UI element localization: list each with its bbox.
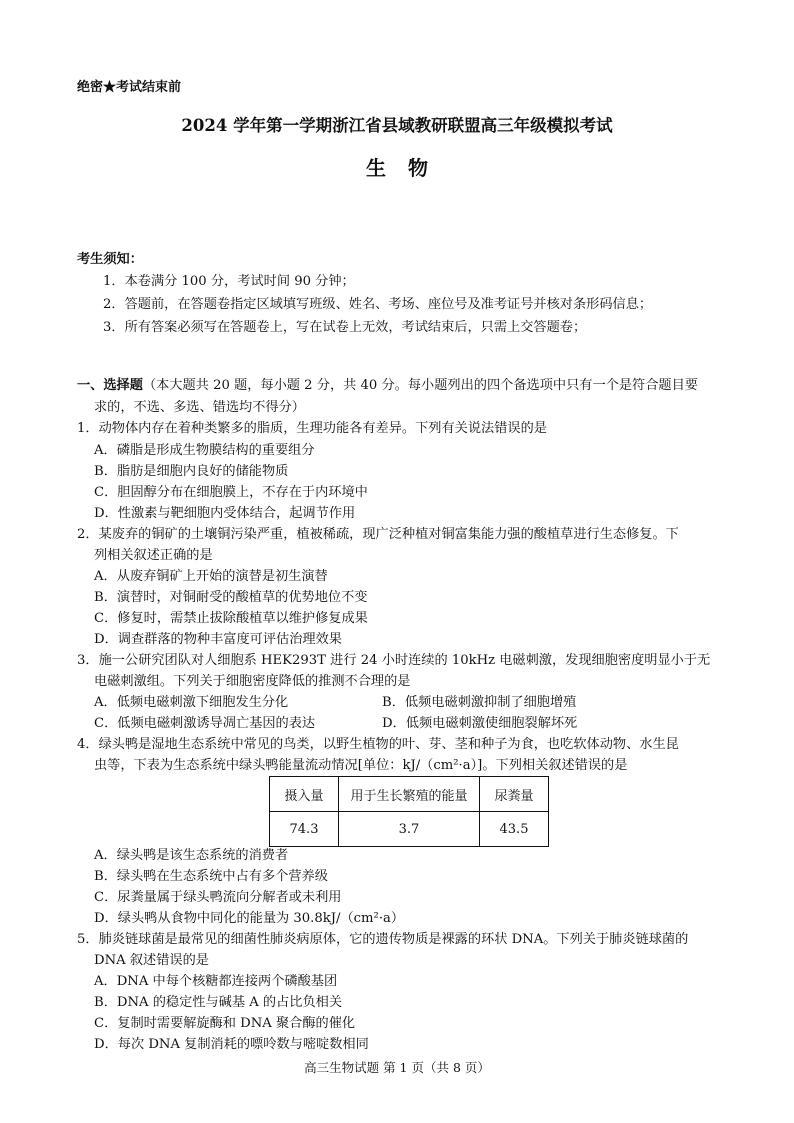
subject-title: 生物 (366, 156, 450, 180)
question-3-option-b: B．低频电磁刺激抑制了细胞增殖 (382, 695, 577, 710)
question-5-option-b: B．DNA 的稳定性与碱基 A 的占比负相关 (94, 995, 343, 1010)
question-2-option-a: A．从废弃铜矿上开始的演替是初生演替 (94, 569, 328, 584)
question-2-option-b: B．演替时，对铜耐受的酸植草的优势地位不变 (94, 590, 368, 605)
question-5-stem-cont: DNA 叙述错误的是 (94, 953, 209, 968)
table-header-cell: 用于生长繁殖的能量 (339, 777, 480, 812)
table-header-row (270, 777, 549, 812)
exam-title: 2024 学年第一学期浙江省县域教研联盟高三年级模拟考试 (181, 116, 613, 135)
table-cell: 3.7 (339, 812, 480, 847)
question-5-option-a: A．DNA 中每个核糖都连接两个磷酸基团 (94, 974, 338, 989)
question-4-option-a: A．绿头鸭是该生态系统的消费者 (94, 848, 289, 863)
question-1-option-c: C．胆固醇分布在细胞膜上，不存在于内环境中 (94, 485, 368, 500)
question-5-option-d: D．每次 DNA 复制消耗的嘌呤数与嘧啶数相同 (94, 1037, 369, 1052)
question-2-stem: 2．某废弃的铜矿的土壤铜污染严重，植被稀疏，现广泛种植对铜富集能力强的酸植草进行生态修复。下 (77, 527, 679, 542)
notice-heading: 考生须知： (77, 252, 143, 267)
section-description-cont: 求的，不选、多选、错选均不得分） (94, 400, 305, 415)
notice-item: 3．所有答案必须写在答题卷上，写在试卷上无效，考试结束后，只需上交答题卷； (103, 320, 587, 335)
table-header-cell: 尿粪量 (480, 777, 549, 812)
question-3-stem: 3．施一公研究团队对人细胞系 HEK293T 进行 24 小时连续的 10kHz 电磁刺激，发现细胞密度明显小于无 (77, 653, 711, 668)
question-5-option-c: C．复制时需要解旋酶和 DNA 聚合酶的催化 (94, 1016, 356, 1031)
table-cell: 43.5 (480, 812, 549, 847)
page-footer: 高三生物试题 第 1 页（共 8 页） (304, 1060, 490, 1075)
question-2-option-d: D．调查群落的物种丰富度可评估治理效果 (94, 632, 342, 647)
question-2-option-c: C．修复时，需禁止拔除酸植草以维护修复成果 (94, 611, 368, 626)
section-description: （本大题共 20 题，每小题 2 分，共 40 分。每小题列出的四个备选项中只有一个是符合题目要 (142, 378, 698, 393)
section-heading-line (77, 376, 698, 396)
question-3-option-c: C．低频电磁刺激诱导凋亡基因的表达 (94, 716, 316, 731)
question-2-stem-cont: 列相关叙述正确的是 (94, 548, 213, 563)
notice-item: 1．本卷满分 100 分，考试时间 90 分钟； (103, 274, 355, 289)
table-row (270, 812, 549, 847)
question-4-option-c: C．尿粪量属于绿头鸭流向分解者或未利用 (94, 890, 342, 905)
question-4-stem-cont: 虫等，下表为生态系统中绿头鸭能量流动情况[单位：kJ/（cm²·a）]。下列相关叙述错误的是 (94, 758, 628, 773)
notice-item: 2．答题前，在答题卷指定区域填写班级、姓名、考场、座位号及准考证号并核对条形码信息； (103, 297, 653, 312)
energy-flow-table (269, 776, 549, 847)
question-3-stem-cont: 电磁刺激组。下列关于细胞密度降低的推测不合理的是 (94, 674, 411, 689)
question-5-stem: 5．肺炎链球菌是最常见的细菌性肺炎病原体，它的遗传物质是裸露的环状 DNA。下列关于肺炎链球菌的 (77, 932, 689, 947)
question-4-option-b: B．绿头鸭在生态系统中占有多个营养级 (94, 869, 328, 884)
question-4-stem: 4．绿头鸭是湿地生态系统中常见的鸟类，以野生植物的叶、芽、茎和种子为食，也吃软体动物、水生昆 (77, 737, 679, 752)
section-heading: 一、选择题 (77, 378, 143, 393)
question-1-option-d: D．性激素与靶细胞内受体结合，起调节作用 (94, 506, 356, 521)
question-4-option-d: D．绿头鸭从食物中同化的能量为 30.8kJ/（cm²·a） (94, 911, 405, 926)
question-3-option-a: A．低频电磁刺激下细胞发生分化 (94, 695, 289, 710)
question-1-stem: 1．动物体内存在着种类繁多的脂质，生理功能各有差异。下列有关说法错误的是 (77, 421, 547, 436)
question-1-option-b: B．脂肪是细胞内良好的储能物质 (94, 464, 289, 479)
question-1-option-a: A．磷脂是形成生物膜结构的重要组分 (94, 443, 315, 458)
table-cell: 74.3 (270, 812, 339, 847)
confidential-label: 绝密★考试结束前 (77, 80, 182, 95)
question-3-option-d: D．低频电磁刺激使细胞裂解坏死 (382, 716, 578, 731)
table-header-cell: 摄入量 (270, 777, 339, 812)
